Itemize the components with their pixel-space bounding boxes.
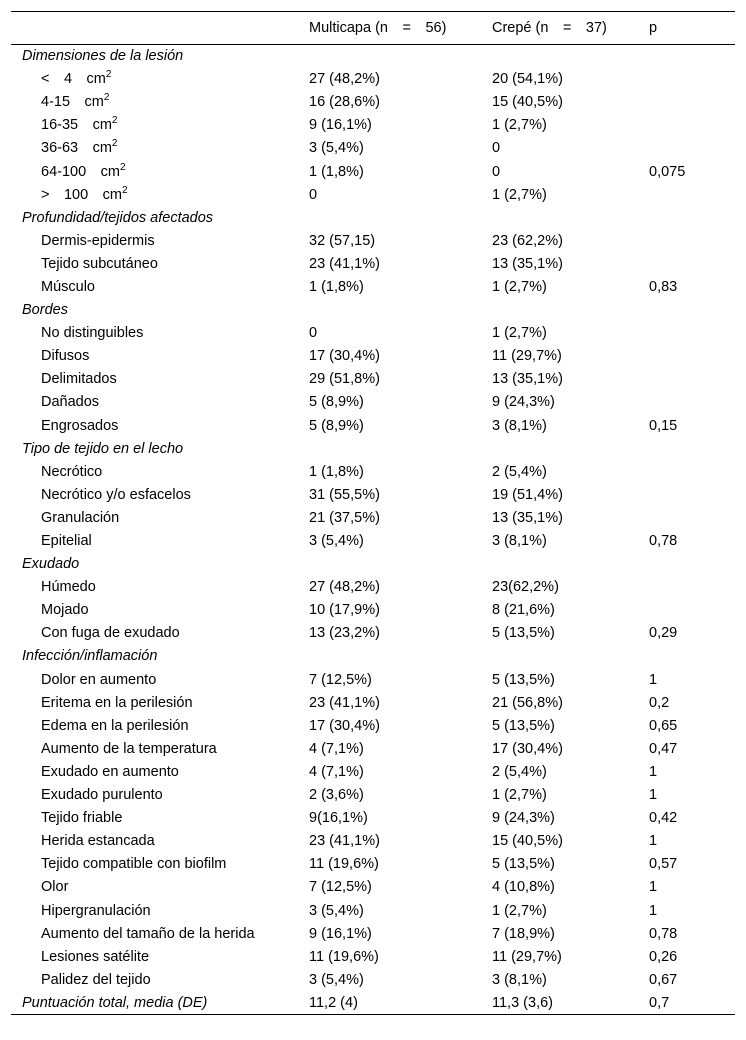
multicapa-value: 1 (1,8%) (309, 463, 364, 480)
crepe-value: 0 (492, 140, 501, 157)
section-title: Infección/inflamación (22, 648, 158, 665)
crepe-value: 1 (2,7%) (492, 117, 547, 134)
section-header-row (11, 299, 735, 322)
p-value: 0,075 (649, 163, 686, 180)
table-row (11, 114, 735, 137)
row-label-cell (11, 668, 309, 691)
row-label-cell (11, 784, 309, 807)
p-value: 1 (649, 763, 658, 780)
total-crepe: 11,3 (3,6) (492, 991, 649, 1014)
multicapa-value: 1 (1,8%) (309, 163, 364, 180)
crepe-value: 11 (29,7%) (492, 348, 562, 365)
row-label-cell (11, 506, 309, 529)
section-title: Tipo de tejido en el lecho (22, 440, 184, 457)
crepe-value: 9 (24,3%) (492, 810, 555, 827)
table-row (11, 322, 735, 345)
p-value (649, 229, 735, 252)
crepe-value: 7 (18,9%) (492, 925, 555, 942)
multicapa-value: 3 (5,4%) (309, 971, 364, 988)
multicapa-value: 5 (8,9%) (309, 394, 364, 411)
row-label-cell (11, 622, 309, 645)
p-value: 1 (649, 902, 658, 919)
empty-cell (309, 645, 492, 668)
p-value: 0,29 (649, 625, 678, 642)
multicapa-value: 17 (30,4%) (309, 717, 380, 734)
table-row (11, 391, 735, 414)
table-row (11, 784, 735, 807)
table-row (11, 622, 735, 645)
row-label-cell (11, 945, 309, 968)
crepe-value: 1 (2,7%) (492, 787, 547, 804)
empty-cell (649, 437, 735, 460)
total-row (11, 991, 735, 1014)
crepe-value: 13 (35,1%) (492, 255, 563, 272)
header-empty (11, 12, 309, 45)
crepe-value: 8 (21,6%) (492, 602, 555, 619)
multicapa-value: 13 (23,2%) (309, 625, 380, 642)
crepe-value: 19 (51,4%) (492, 486, 563, 503)
p-value (649, 137, 735, 160)
crepe-value: 2 (5,4%) (492, 463, 547, 480)
p-value: 1 (649, 787, 658, 804)
table-row (11, 807, 735, 830)
row-label-cell (11, 368, 309, 391)
crepe-value: 1 (2,7%) (492, 902, 547, 919)
row-label: Húmedo (41, 579, 96, 596)
row-label-cell (11, 853, 309, 876)
row-label-cell (11, 322, 309, 345)
table-row (11, 229, 735, 252)
empty-cell (309, 299, 492, 322)
row-label: Mojado (41, 602, 89, 619)
table-row (11, 968, 735, 991)
crepe-value: 23(62,2%) (492, 579, 559, 596)
crepe-value: 13 (35,1%) (492, 371, 563, 388)
table-row (11, 91, 735, 114)
multicapa-value: 7 (12,5%) (309, 879, 372, 896)
section-header-row (11, 206, 735, 229)
table-row (11, 853, 735, 876)
table-row (11, 275, 735, 298)
row-label: Eritema en la perilesión (41, 694, 193, 711)
section-header-row (11, 45, 735, 68)
row-label-cell (11, 529, 309, 552)
section-header-row (11, 437, 735, 460)
row-label: Granulación (41, 509, 120, 526)
row-label: Lesiones satélite (41, 948, 150, 965)
row-label-cell (11, 252, 309, 275)
table-row (11, 576, 735, 599)
crepe-value: 1 (2,7%) (492, 186, 547, 203)
crepe-value: 4 (10,8%) (492, 879, 555, 896)
multicapa-value: 5 (8,9%) (309, 417, 364, 434)
table-header-row (11, 12, 735, 45)
crepe-value: 9 (24,3%) (492, 394, 555, 411)
p-value: 1 (649, 833, 658, 850)
empty-cell (649, 206, 735, 229)
p-value: 0,83 (649, 278, 678, 295)
crepe-value: 15 (40,5%) (492, 833, 563, 850)
p-value (649, 183, 735, 206)
section-title: Exudado (22, 556, 80, 573)
row-label: Músculo (41, 278, 95, 295)
crepe-value: 0 (492, 163, 501, 180)
empty-cell (492, 45, 649, 68)
multicapa-value: 3 (5,4%) (309, 533, 364, 550)
row-label: Tejido subcutáneo (41, 255, 158, 272)
p-value (649, 345, 735, 368)
multicapa-value: 23 (41,1%) (309, 833, 380, 850)
p-value (649, 368, 735, 391)
header-p: p (649, 12, 735, 45)
table-row (11, 252, 735, 275)
table-row (11, 345, 735, 368)
header-crepe: Crepé (n = 37) (492, 12, 649, 45)
superscript: 2 (103, 92, 110, 104)
multicapa-value: 1 (1,8%) (309, 278, 364, 295)
crepe-value: 11 (29,7%) (492, 948, 562, 965)
row-label-cell (11, 91, 309, 114)
multicapa-value: 7 (12,5%) (309, 671, 372, 688)
row-label-cell (11, 714, 309, 737)
multicapa-value: 4 (7,1%) (309, 740, 364, 757)
table-row (11, 460, 735, 483)
p-value (649, 252, 735, 275)
row-label: > 100 cm (41, 186, 122, 203)
row-label: Hipergranulación (41, 902, 151, 919)
row-label-cell (11, 414, 309, 437)
row-label: Delimitados (41, 371, 117, 388)
superscript: 2 (119, 161, 126, 173)
row-label: Exudado en aumento (41, 763, 179, 780)
multicapa-value: 10 (17,9%) (309, 602, 380, 619)
multicapa-value: 27 (48,2%) (309, 579, 380, 596)
empty-cell (309, 45, 492, 68)
multicapa-value: 0 (309, 325, 318, 342)
p-value: 0,65 (649, 717, 678, 734)
empty-cell (492, 299, 649, 322)
p-value: 0,42 (649, 810, 678, 827)
section-title: Dimensiones de la lesión (22, 48, 184, 65)
row-label: Dañados (41, 394, 100, 411)
row-label-cell (11, 830, 309, 853)
crepe-value: 3 (8,1%) (492, 533, 547, 550)
p-value (649, 460, 735, 483)
row-label: Palidez del tejido (41, 971, 151, 988)
row-label: Epitelial (41, 533, 92, 550)
row-label-cell (11, 183, 309, 206)
multicapa-value: 31 (55,5%) (309, 486, 380, 503)
table-row (11, 737, 735, 760)
total-p: 0,7 (649, 991, 735, 1014)
crepe-value: 17 (30,4%) (492, 740, 563, 757)
multicapa-value: 3 (5,4%) (309, 140, 364, 157)
row-label: No distinguibles (41, 325, 144, 342)
empty-cell (309, 206, 492, 229)
multicapa-value: 9 (16,1%) (309, 925, 372, 942)
row-label: 4-15 cm (41, 94, 104, 111)
row-label-cell (11, 899, 309, 922)
total-multicapa: 11,2 (4) (309, 991, 492, 1014)
row-label: 16-35 cm (41, 117, 112, 134)
crepe-value: 1 (2,7%) (492, 278, 547, 295)
row-label: Herida estancada (41, 833, 155, 850)
crepe-value: 3 (8,1%) (492, 971, 547, 988)
p-value (649, 506, 735, 529)
row-label-cell (11, 737, 309, 760)
table-row (11, 830, 735, 853)
crepe-value: 5 (13,5%) (492, 717, 555, 734)
p-value: 0,47 (649, 740, 678, 757)
p-value: 1 (649, 879, 658, 896)
table-row (11, 368, 735, 391)
table-row (11, 922, 735, 945)
crepe-value: 5 (13,5%) (492, 856, 555, 873)
row-label: Exudado purulento (41, 787, 163, 804)
empty-cell (649, 299, 735, 322)
row-label-cell (11, 114, 309, 137)
crepe-value: 23 (62,2%) (492, 232, 563, 249)
empty-cell (649, 553, 735, 576)
row-label-cell (11, 576, 309, 599)
row-label: Tejido friable (41, 810, 123, 827)
row-label: Engrosados (41, 417, 119, 434)
superscript: 2 (111, 115, 118, 127)
table-row (11, 183, 735, 206)
p-value (649, 114, 735, 137)
crepe-value: 5 (13,5%) (492, 671, 555, 688)
table-row (11, 160, 735, 183)
row-label: Dermis-epidermis (41, 232, 155, 249)
crepe-value: 1 (2,7%) (492, 325, 547, 342)
multicapa-value: 4 (7,1%) (309, 763, 364, 780)
section-header-row (11, 645, 735, 668)
crepe-value: 13 (35,1%) (492, 509, 563, 526)
row-label-cell (11, 691, 309, 714)
crepe-value: 5 (13,5%) (492, 625, 555, 642)
p-value (649, 599, 735, 622)
p-value: 0,26 (649, 948, 678, 965)
multicapa-value: 9(16,1%) (309, 810, 368, 827)
table-body (11, 45, 735, 1015)
multicapa-value: 23 (41,1%) (309, 694, 380, 711)
row-label: Difusos (41, 348, 90, 365)
p-value: 0,67 (649, 971, 678, 988)
multicapa-value: 23 (41,1%) (309, 255, 380, 272)
table-row (11, 668, 735, 691)
table-row (11, 760, 735, 783)
row-label-cell (11, 391, 309, 414)
p-value (649, 576, 735, 599)
p-value: 0,78 (649, 925, 678, 942)
empty-cell (309, 437, 492, 460)
row-label: Necrótico y/o esfacelos (41, 486, 191, 503)
p-value: 0,78 (649, 533, 678, 550)
table-row (11, 945, 735, 968)
multicapa-value: 0 (309, 186, 318, 203)
p-value: 0,15 (649, 417, 678, 434)
multicapa-value: 3 (5,4%) (309, 902, 364, 919)
row-label: < 4 cm (41, 71, 106, 88)
superscript: 2 (122, 184, 128, 196)
p-value (649, 91, 735, 114)
multicapa-value: 27 (48,2%) (309, 71, 380, 88)
row-label-cell (11, 807, 309, 830)
total-label: Puntuación total, media (DE) (11, 991, 309, 1014)
multicapa-value: 2 (3,6%) (309, 787, 364, 804)
row-label-cell (11, 760, 309, 783)
p-value: 0,57 (649, 856, 678, 873)
section-header-row (11, 553, 735, 576)
table-row (11, 876, 735, 899)
row-label-cell (11, 229, 309, 252)
multicapa-value: 17 (30,4%) (309, 348, 380, 365)
row-label-cell (11, 876, 309, 899)
table-row (11, 68, 735, 91)
row-label-cell (11, 968, 309, 991)
row-label: 64-100 cm (41, 163, 120, 180)
results-table (11, 11, 735, 1015)
row-label: Edema en la perilesión (41, 717, 189, 734)
superscript: 2 (105, 69, 112, 81)
row-label: Necrótico (41, 463, 103, 480)
table-row (11, 899, 735, 922)
table-row (11, 714, 735, 737)
row-label-cell (11, 275, 309, 298)
multicapa-value: 11 (19,6%) (309, 856, 379, 873)
row-label: 36-63 cm (41, 140, 112, 157)
row-label-cell (11, 922, 309, 945)
row-label-cell (11, 483, 309, 506)
row-label-cell (11, 160, 309, 183)
table-row (11, 691, 735, 714)
superscript: 2 (111, 138, 118, 150)
section-title: Profundidad/tejidos afectados (22, 209, 214, 226)
row-label: Aumento del tamaño de la herida (41, 925, 255, 942)
crepe-value: 3 (8,1%) (492, 417, 547, 434)
empty-cell (649, 645, 735, 668)
p-value (649, 322, 735, 345)
row-label: Con fuga de exudado (41, 625, 180, 642)
p-value (649, 483, 735, 506)
row-label: Dolor en aumento (41, 671, 157, 688)
empty-cell (649, 45, 735, 68)
empty-cell (492, 437, 649, 460)
table-row (11, 506, 735, 529)
row-label-cell (11, 460, 309, 483)
multicapa-value: 32 (57,15) (309, 232, 376, 249)
crepe-value: 2 (5,4%) (492, 763, 547, 780)
p-value: 0,2 (649, 694, 670, 711)
row-label: Aumento de la temperatura (41, 740, 217, 757)
multicapa-value: 9 (16,1%) (309, 117, 372, 134)
p-value (649, 391, 735, 414)
row-label: Olor (41, 879, 69, 896)
table-row (11, 414, 735, 437)
table-row (11, 599, 735, 622)
header-multicapa: Multicapa (n = 56) (309, 12, 492, 45)
row-label: Tejido compatible con biofilm (41, 856, 227, 873)
empty-cell (492, 553, 649, 576)
multicapa-value: 16 (28,6%) (309, 94, 380, 111)
empty-cell (492, 206, 649, 229)
section-title: Bordes (22, 302, 68, 319)
p-value: 1 (649, 671, 658, 688)
table-row (11, 529, 735, 552)
multicapa-value: 21 (37,5%) (309, 509, 380, 526)
table-row (11, 483, 735, 506)
row-label-cell (11, 68, 309, 91)
crepe-value: 15 (40,5%) (492, 94, 563, 111)
row-label-cell (11, 345, 309, 368)
row-label-cell (11, 137, 309, 160)
table-row (11, 137, 735, 160)
crepe-value: 20 (54,1%) (492, 71, 563, 88)
multicapa-value: 11 (19,6%) (309, 948, 379, 965)
row-label-cell (11, 599, 309, 622)
crepe-value: 21 (56,8%) (492, 694, 563, 711)
p-value (649, 68, 735, 91)
empty-cell (492, 645, 649, 668)
empty-cell (309, 553, 492, 576)
multicapa-value: 29 (51,8%) (309, 371, 380, 388)
